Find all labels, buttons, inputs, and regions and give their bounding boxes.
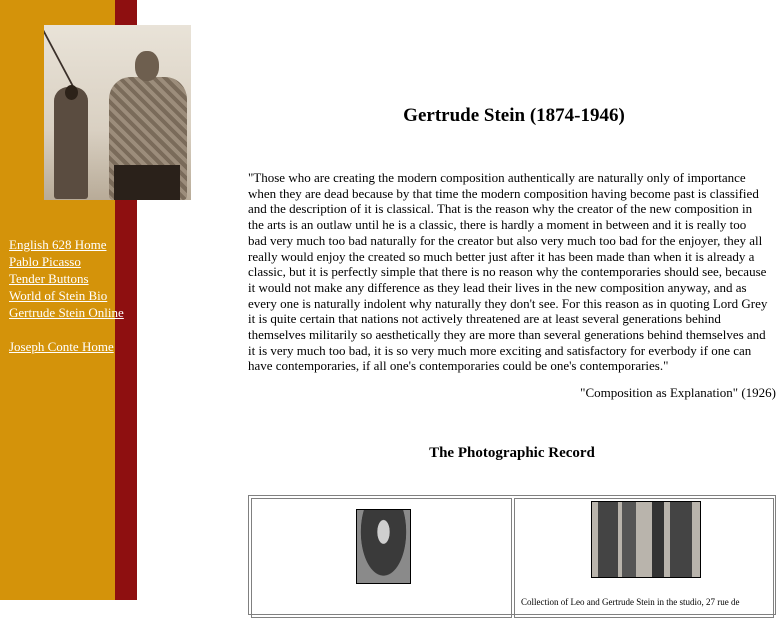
nav-link-pablo-picasso[interactable]: Pablo Picasso (9, 254, 81, 269)
nav-link-tender-buttons[interactable]: Tender Buttons (9, 271, 89, 286)
photo-figure-left-head (65, 85, 78, 100)
photo-thumbnail-studio-collection[interactable] (591, 501, 701, 578)
photo-caption: Collection of Leo and Gertrude Stein in the studio, 27 rue de (521, 597, 740, 607)
nav-link-joseph-conte-home[interactable]: Joseph Conte Home (9, 339, 114, 354)
stein-portrait-photo (44, 25, 191, 200)
photo-figure-right-skirt (114, 165, 180, 200)
quote-attribution: "Composition as Explanation" (1926) (580, 385, 776, 400)
nav-link-world-of-stein-bio[interactable]: World of Stein Bio (9, 288, 108, 303)
sidebar-nav (9, 236, 124, 355)
photo-thumbnail-stein-seated[interactable] (356, 509, 411, 584)
photo-cell (251, 498, 512, 618)
nav-link-english-628-home[interactable]: English 628 Home (9, 237, 107, 252)
stein-quote: "Those who are creating the modern composition authentically are naturally only of importance when they are dead because by that time the modern composition having become past is classified and the description of it is classical. That is the reason why the creator of the new composition in the arts is an outlaw until he is a classic, there is hardly a moment in between and it is really too bad very much too bad naturally for the creator but also very much too bad for the enjoyer, they all really would enjoy the created so much better just after it has been made than when it is already a classic, but it is perfectly simple that there is no reason why the contemporaries should see, because it would not make any difference as they lead their lives in the new composition anyway, and as every one is naturally indolent why naturally they don't see. For this reason as in quoting Lord Grey it is quite certain that nations not actively threatened are at least several generations behind themselves militarily so aesthetically they are more than several generations behind themselves and it is very much too bad, it is so very much more exciting and satisfactory for everbody if one can have contemporaries, if all one's contemporaries could be one's contemporaries." (248, 170, 768, 374)
photo-figure-right-head (135, 51, 159, 81)
photo-table (248, 495, 776, 615)
section-title-photographic-record: The Photographic Record (429, 445, 595, 461)
nav-link-gertrude-stein-online[interactable]: Gertrude Stein Online (9, 305, 124, 320)
photo-figure-left (54, 87, 88, 199)
photo-cell (514, 498, 774, 618)
page-title: Gertrude Stein (1874-1946) (403, 105, 625, 126)
